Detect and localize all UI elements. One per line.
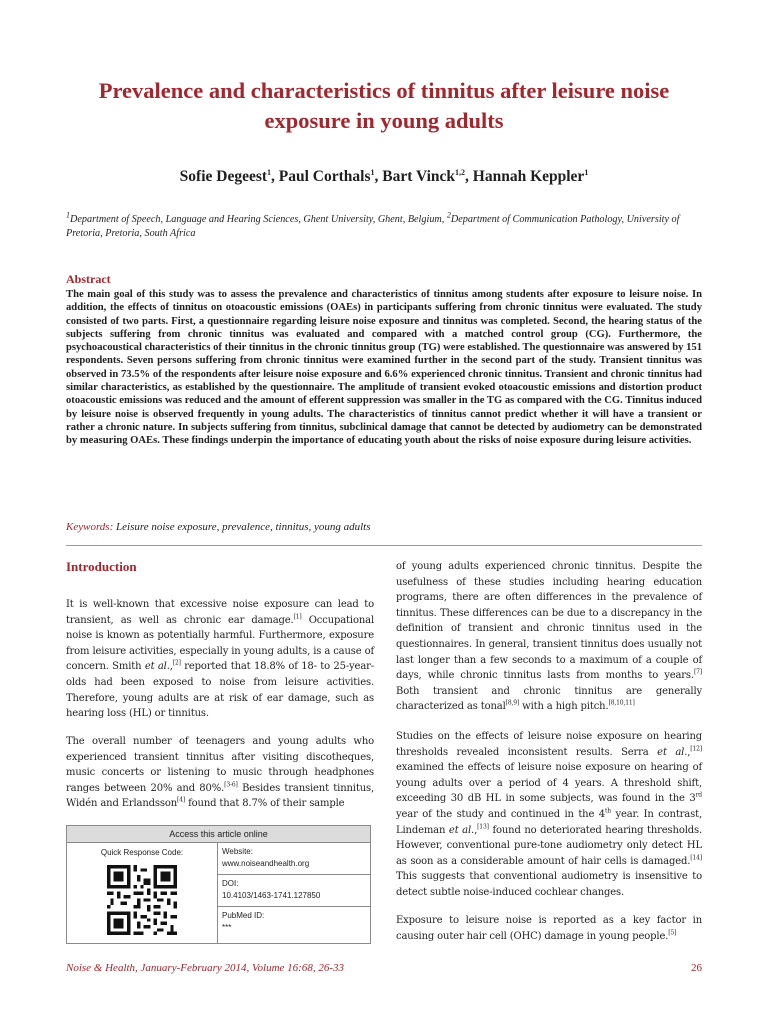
citation-link[interactable]: [2]	[172, 660, 181, 668]
author-1[interactable]: Sofie Degeest$^1$	[179, 167, 272, 185]
article-access-box	[66, 825, 371, 944]
keywords-text: Leisure noise exposure, prevalence, tinnitus, young adults	[113, 521, 371, 533]
intro-paragraph-3: of young adults experienced chronic tinnitus. Despite the usefulness of these studies including hearing education programs, there are often differences in the prevalence of tinnitus. These differences can be due to a discrepancy in the definition of transient and chronic tinnitus used in the questionnaires. In general, transient tinnitus does usually not last longer than a few seconds to a maximum of a couple of days, while chronic tinnitus lasts from months to years.[7] Both transient and chronic tinnitus are generally characterized as tonal[8,9] with a high pitch.[8,10,11]	[396, 561, 702, 713]
author-list: Sofie Degeest$^1$, Paul Corthals$^1$, Bart Vinck$^{1,2}$, Hannah Keppler$^1$	[179, 167, 589, 185]
citation-link[interactable]: [13]	[477, 823, 489, 831]
qr-code-icon[interactable]	[107, 865, 177, 935]
citation-link[interactable]: [1]	[293, 613, 302, 621]
qr-code-cell	[67, 843, 218, 943]
author-3[interactable]: Bart Vinck$^{1,2}$	[382, 167, 466, 185]
intro-paragraph-4: Studies on the effects of leisure noise exposure on hearing thresholds revealed inconsistent results. Serra et al.,[12] examined the effects of leisure noise exposure on hearing of young adults over a period of 4 years. A threshold shift, exceeding 30 dB HL in some subjects, was found in the 3rd year of the study and continued in the 4th year. In contrast, Lindeman et al.,[13] found no deteriorated hearing thresholds. However, conventional pure-tone audiometry only detect HL as soon as a considerable amount of hair cells is damaged.[14] This suggests that conventional audiometry is insensitive to detect subtle noise-induced cochlear changes.	[396, 731, 703, 898]
affiliations: $^1$Department of Speech, Language and Hearing Sciences, Ghent University, Ghent, Belgium, $^2$Department of Communication Pathology, University of Pretoria, Pretoria, South Africa	[66, 210, 680, 239]
website-link[interactable]: www.noiseandhealth.org	[222, 859, 310, 868]
citation-link[interactable]: [14]	[690, 854, 702, 862]
doi-cell	[218, 875, 370, 907]
article-title: Prevalence and characteristics of tinnitus after leisure noise exposure in young adults	[98, 78, 670, 133]
citation-link[interactable]: [3-6]	[224, 781, 238, 789]
article-meta-cell	[218, 843, 370, 943]
citation-link[interactable]: [4]	[177, 797, 186, 805]
citation-link[interactable]: [8,10,11]	[608, 700, 635, 708]
keywords-label: Keywords:	[66, 521, 114, 533]
citation-link[interactable]: [5]	[668, 929, 677, 937]
pubmed-cell	[218, 907, 370, 939]
doi-label: DOI:	[222, 879, 239, 888]
introduction-heading: Introduction	[66, 559, 137, 574]
website-label: Website:	[222, 847, 253, 856]
website-cell	[218, 843, 370, 875]
citation-link[interactable]: [8,9]	[505, 700, 520, 708]
journal-citation: Noise & Health, January-February 2014, Volume 16:68, 26-33	[66, 962, 345, 974]
citation-link[interactable]: [12]	[690, 745, 702, 753]
qr-label: Quick Response Code:	[100, 848, 184, 857]
pubmed-id: ***	[222, 923, 232, 932]
author-4[interactable]: Hannah Keppler$^1$	[472, 167, 589, 185]
pubmed-label: PubMed ID:	[222, 911, 265, 920]
keywords	[66, 521, 702, 533]
access-heading: Access this article online	[67, 826, 370, 843]
intro-paragraph-5: Exposure to leisure noise is reported as a key factor in causing outer hair cell (OHC) damage in young people.[5]	[396, 915, 702, 942]
author-2[interactable]: Paul Corthals$^1$	[278, 167, 375, 185]
citation-link[interactable]: [7]	[693, 668, 702, 676]
section-divider	[66, 545, 702, 546]
intro-paragraph-2: The overall number of teenagers and young adults who experienced transient tinnitus after visiting discotheques, music concerts or listening to music through headphones ranges between 20% and 80%.[3-6] Besides transient tinnitus, Widén and Erlandsson[4] found that 8.7% of their sample	[66, 736, 374, 810]
doi-link[interactable]: 10.4103/1463-1741.127850	[222, 891, 321, 900]
abstract-text: The main goal of this study was to assess the prevalence and characteristics of tinnitus among students after exposure to leisure noise. In addition, the effects of tinnitus on otoacoustic emissions (OAEs) in participants suffering from chronic tinnitus were evaluated. The study consisted of two parts. First, a questionnaire regarding leisure noise exposure and tinnitus was completed. Second, the hearing status of the subjects suffering from chronic tinnitus was evaluated and compared with a matched control group (CG). Furthermore, the psychoacoustical characteristics of their tinnitus in the chronic tinnitus group (TG) were established. The questionnaire was answered by 151 respondents. Seven persons suffering from chronic tinnitus were examined further in the second part of the study. Transient tinnitus was observed in 73.5% of the respondents after leisure noise exposure and 6.6% experienced chronic tinnitus. Transient and chronic tinnitus had similar characteristics, as established by the questionnaire. The amplitude of transient evoked otoacoustic emissions and distortion product otoacoustic emissions was reduced and the amount of efferent suppression was smaller in the TG as compared with the CG. Tinnitus induced by leisure noise is observed frequently in young adults. The characteristics of tinnitus cannot predict whether it will have a transient or rather a chronic nature. In subjects suffering from tinnitus, subclinical damage that cannot be detected by audiometry can be demonstrated by measuring OAEs. These findings underpin the importance of educating youth about the risks of noise exposure during leisure activities.	[66, 289, 702, 447]
abstract-heading: Abstract	[66, 272, 111, 286]
intro-paragraph-1: It is well-known that excessive noise exposure can lead to transient, as well as chronic ear damage.[1] Occupational noise is known as potentially harmful. Furthermore, exposure from leisure activities, especially in young adults, is a cause of concern. Smith et al.,[2] reported that 18.8% of 18- to 25-year-olds had been exposed to noise from leisure activities. Therefore, young adults are at risk of ear damage, such as hearing loss (HL) or tinnitus.	[66, 599, 374, 720]
page-number: 26	[691, 962, 702, 974]
